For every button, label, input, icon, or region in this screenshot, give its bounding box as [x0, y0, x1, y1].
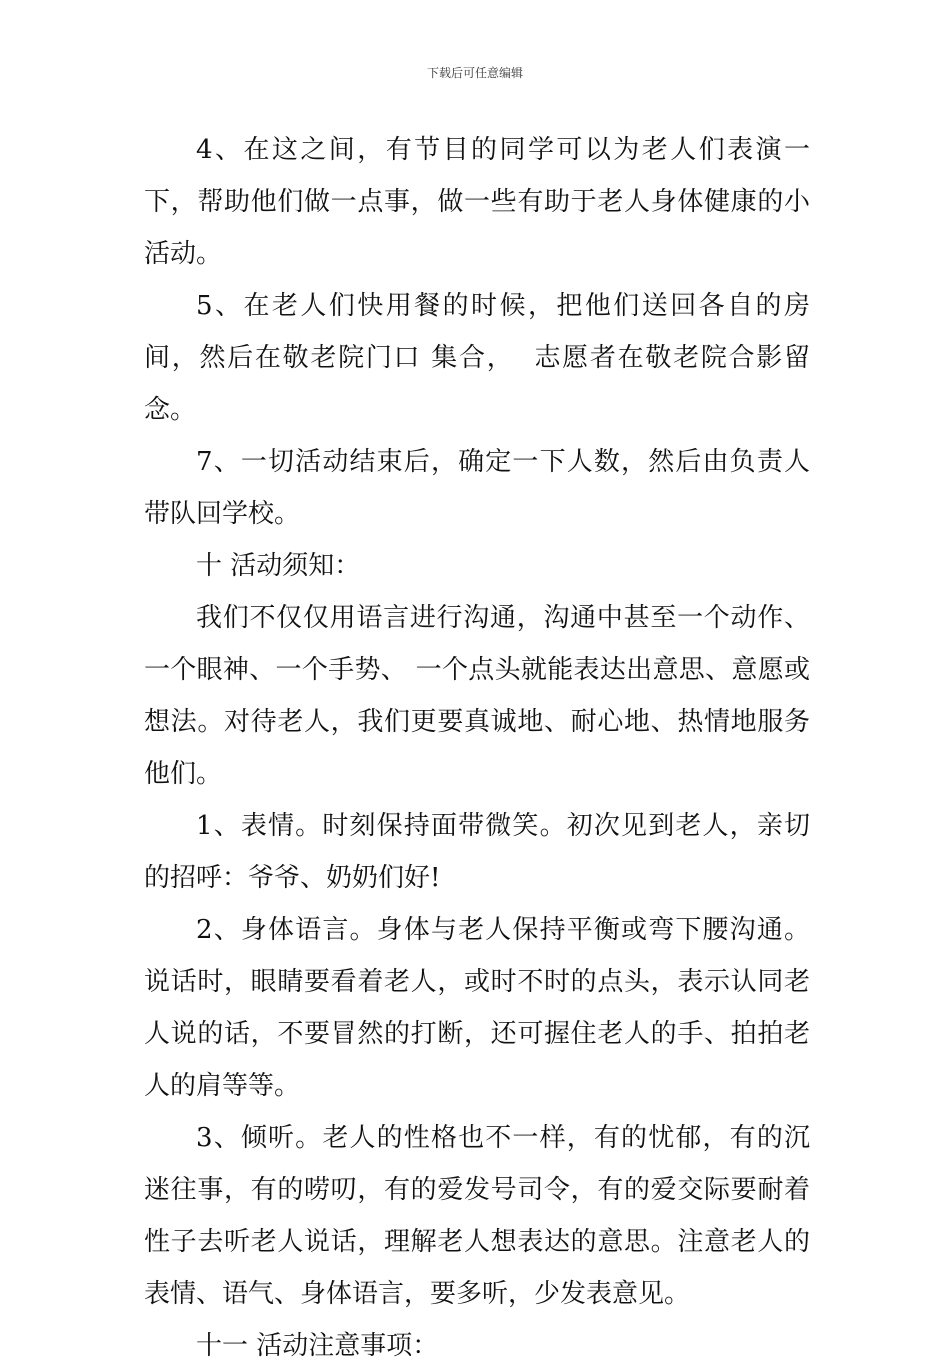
paragraph-listening: 3、倾听。老人的性格也不一样，有的忧郁，有的沉迷往事，有的唠叨，有的爱发号司令，有的爱交际要耐着性子去听老人说话，理解老人想表达的意思。注意老人的表情、语气、身体语言，要多听，少发表意见。 [144, 1123, 810, 1309]
section-heading-precautions: 十一 活动注意事项： [196, 1331, 439, 1361]
paragraph-expression: 1、表情。时刻保持面带微笑。初次见到老人，亲切的招呼：爷爷、奶奶们好! [144, 811, 810, 893]
document-body [144, 124, 810, 1372]
section-heading-activity-notice: 十 活动须知： [196, 551, 361, 581]
paragraph-body-language: 2、身体语言。身体与老人保持平衡或弯下腰沟通。说话时，眼睛要看着老人，或时不时的点头，表示认同老人说的话，不要冒然的打断，还可握住老人的手、拍拍老人的肩等等。 [144, 915, 810, 1101]
paragraph-step-4: 4、在这之间，有节目的同学可以为老人们表演一下，帮助他们做一点事，做一些有助于老人身体健康的小活动。 [144, 135, 810, 269]
paragraph-step-5: 5、在老人们快用餐的时候，把他们送回各自的房间，然后在敬老院门口 集合， 志愿者在敬老院合影留念。 [144, 291, 810, 425]
page-header: 下载后可任意编辑 [426, 66, 523, 80]
paragraph-communication: 我们不仅仅用语言进行沟通，沟通中甚至一个动作、一个眼神、一个手势、 一个点头就能表达出意思、意愿或想法。对待老人，我们更要真诚地、耐心地、热情地服务他们。 [144, 603, 810, 789]
paragraph-step-7: 7、一切活动结束后，确定一下人数，然后由负责人带队回学校。 [144, 447, 810, 529]
